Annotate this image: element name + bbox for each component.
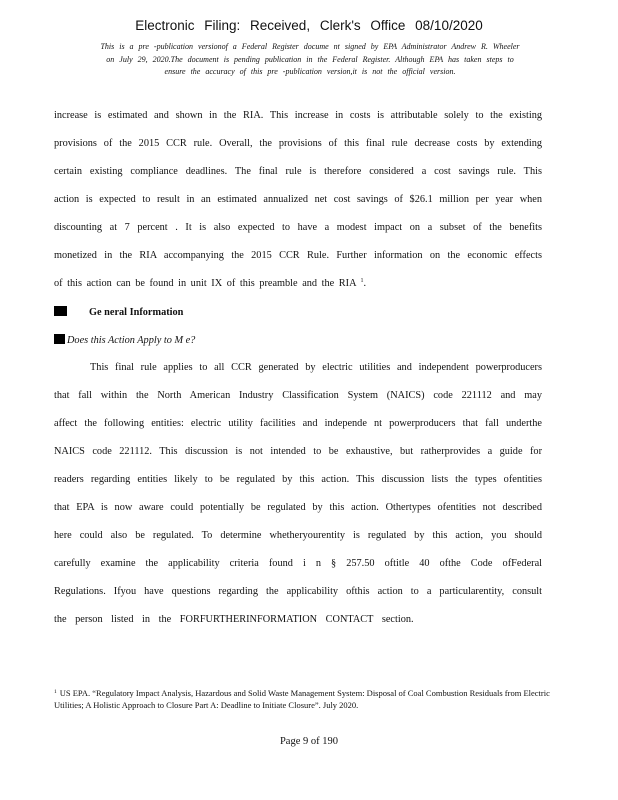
body-line: monetized in the RIA accompanying the 2015 CCR Rule. Further information on the economic effects [54, 250, 542, 261]
heading-text: Ge neral Information [89, 307, 184, 318]
body-text: of this action can be found in unit IX of this preamble and the RIA [54, 278, 356, 289]
body-line: Regulations. Ifyou have questions regarding the applicability ofthis action to a particularentity, consult [54, 586, 542, 597]
body-line: This final rule applies to all CCR generated by electric utilities and independent powerproducers [90, 362, 542, 373]
notice-line: on July 29, 2020.The document is pending publication in the Federal Register. Although EPA has taken steps to [106, 54, 514, 64]
subheading-text: Does this Action Apply to M e? [67, 335, 196, 346]
body-line: carefully examine the applicability criteria found i n § 257.50 oftitle 40 ofthe Code ofFederal [54, 558, 542, 569]
body-text: . [363, 278, 367, 289]
body-line: that fall within the North American Industry Classification System (NAICS) code 221112 and may [54, 390, 542, 401]
body-line: provisions of the 2015 CCR rule. Overall, the provisions of this final rule decrease costs by extending [54, 138, 542, 149]
footnote-reference[interactable]: 1 [360, 278, 364, 284]
notice-line: ensure the accuracy of this pre -publication version,it is not the official version. [164, 67, 456, 76]
body-line: the person listed in the FORFURTHERINFORMATION CONTACT section. [54, 614, 414, 625]
body-line: discounting at 7 percent . It is also expected to have a modest impact on a subset of the benefits [54, 222, 542, 233]
body-line: NAICS code 221112. This discussion is not intended to be exhaustive, but ratherprovides a guide for [54, 446, 542, 457]
prepublication-notice [70, 41, 550, 79]
body-line: readers regarding entities likely to be regulated by this action. This discussion lists the types ofentities [54, 474, 542, 485]
notice-line: This is a pre -publication versionof a Federal Register docume nt signed by EPA Administrator Andrew R. Wheeler [100, 42, 520, 51]
page-number: Page 9 of 190 [279, 736, 339, 747]
footnote-text: US EPA. “Regulatory Impact Analysis, Hazardous and Solid Waste Management System: Disposal of Coal Combustion Residuals from Electric Utilities; A Holistic Approach to Closure Part A: Deadline to Initiate Closure”. July 2020. [54, 688, 550, 710]
section-heading [54, 306, 183, 318]
body-line: affect the following entities: electric utility facilities and independe nt powerproducers that fall underthe [54, 418, 542, 429]
redaction-block [54, 334, 65, 344]
footnote-marker: 1 [54, 689, 57, 695]
filing-stamp: Electronic Filing: Received, Clerk's Office 08/10/2020 [135, 18, 483, 33]
body-line: certain existing compliance deadlines. The final rule is therefore considered a cost savings rule. This [54, 166, 542, 177]
redaction-block [54, 306, 67, 316]
body-line [54, 278, 542, 289]
body-line: action is expected to result in an estimated annualized net cost savings of $26.1 million per year when [54, 194, 542, 205]
body-line: that EPA is now aware could potentially be regulated by this action. Othertypes ofentities not described [54, 502, 542, 513]
subsection-heading [54, 334, 195, 346]
footnote [54, 686, 554, 711]
body-line: here could also be regulated. To determine whetheryourentity is regulated by this action, you should [54, 530, 542, 541]
body-line: increase is estimated and shown in the RIA. This increase in costs is attributable solely to the existing [54, 110, 542, 121]
